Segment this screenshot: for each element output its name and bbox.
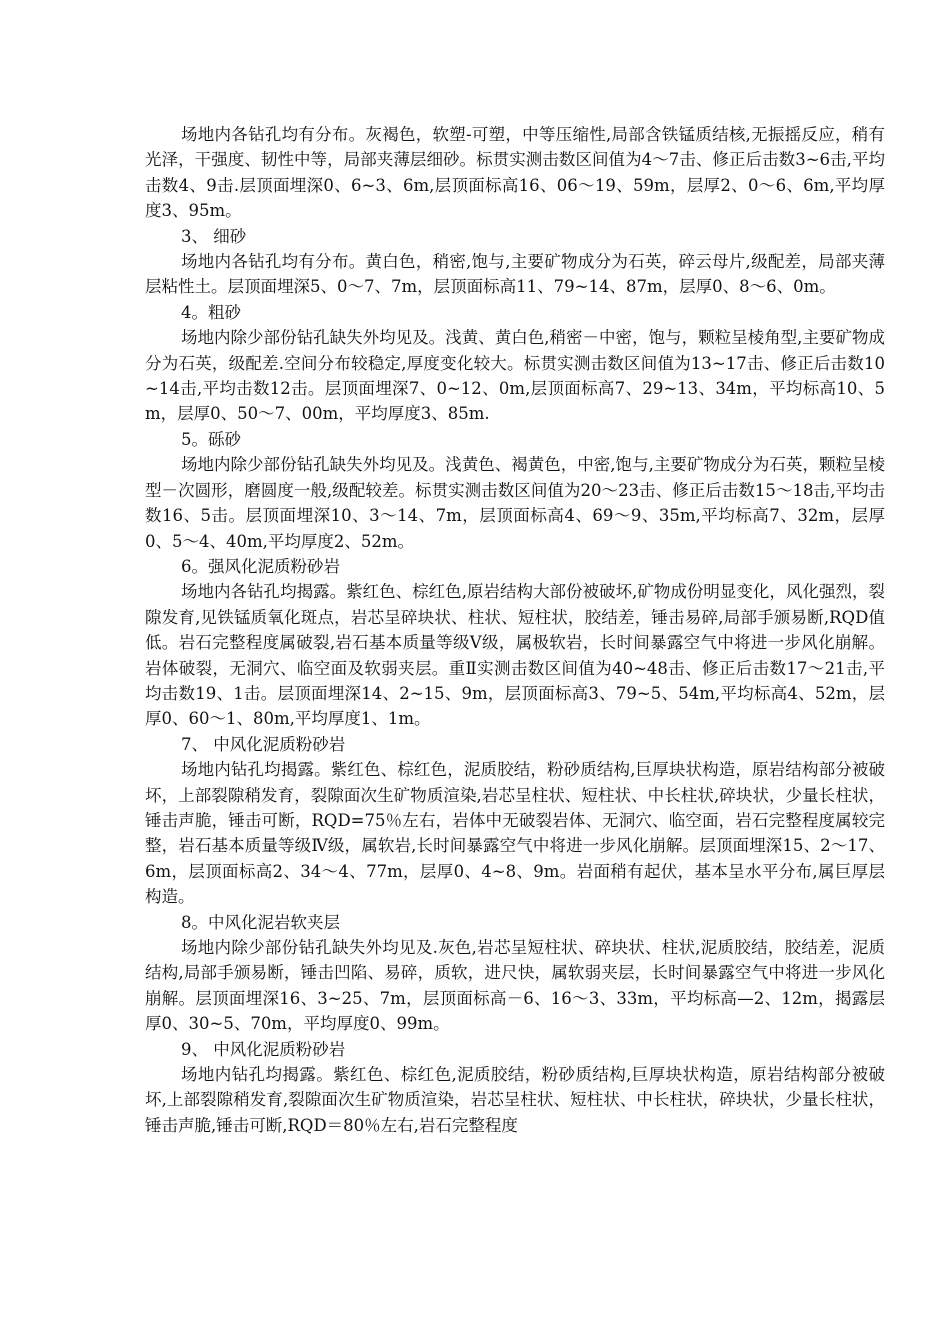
heading-5-gravel-sand: 5。砾砂 xyxy=(181,429,241,449)
document-body xyxy=(145,122,885,1138)
heading-6-highly-weathered-siltstone: 6。强风化泥质粉砂岩 xyxy=(181,556,340,576)
paragraph-layer-2-description: 场地内各钻孔均有分布。灰褐色，软塑-可塑，中等压缩性,局部含铁锰质结核,无振摇反应，稍有光泽，干强度、韧性中等，局部夹薄层细砂。标贯实测击数区间值为4～7击、修正后击数3~6击,平均击数4、9击.层顶面埋深0、6~3、6m,层顶面标高16、06～19、59m，层厚2、0～6、6m,平均厚度3、95m。 xyxy=(145,125,885,221)
paragraph-mudstone-soft-interlayer: 场地内除少部份钻孔缺失外均见及.灰色,岩芯呈短柱状、碎块状、柱状,泥质胶结，胶结差，泥质结构,局部手颁易断，锤击凹陷、易碎，质软，进尺快，属软弱夹层，长时间暴露空气中将进一步风化崩解。层顶面埋深16、3~25、7m，层顶面标高－6、16～3、33m，平均标高—2、12m，揭露层厚0、30~5、70m，平均厚度0、99m。 xyxy=(145,938,885,1034)
paragraph-coarse-sand: 场地内除少部份钻孔缺失外均见及。浅黄、黄白色,稍密－中密，饱与，颗粒呈棱角型,主要矿物成分为石英，级配差.空间分布较稳定,厚度变化较大。标贯实测击数区间值为13~17击、修正后击数10~14击,平均击数12击。层顶面埋深7、0~12、0m,层顶面标高7、29~13、34m，平均标高10、5m，层厚0、50～7、00m，平均厚度3、85m. xyxy=(145,328,885,424)
paragraph-moderately-weathered-siltstone-2: 场地内钻孔均揭露。紫红色、棕红色,泥质胶结，粉砂质结构,巨厚块状构造，原岩结构部分被破坏,上部裂隙稍发育,裂隙面次生矿物质渲染，岩芯呈柱状、短柱状、中长柱状，碎块状，少量长柱状，锤击声脆,锤击可断,RQD＝80％左右,岩石完整程度 xyxy=(145,1065,885,1135)
heading-8-mudstone-soft-interlayer: 8。中风化泥岩软夹层 xyxy=(181,912,340,932)
paragraph-fine-sand: 场地内各钻孔均有分布。黄白色，稍密,饱与,主要矿物成分为石英，碎云母片,级配差，局部夹薄层粘性土。层顶面埋深5、0～7、7m，层顶面标高11、79~14、87m，层厚0、8～6、0m。 xyxy=(145,252,885,297)
paragraph-gravel-sand: 场地内除少部份钻孔缺失外均见及。浅黄色、褐黄色，中密,饱与,主要矿物成分为石英，颗粒呈棱型－次圆形，磨圆度一般,级配较差。标贯实测击数区间值为20～23击、修正后击数15～18击,平均击数16、5击。层顶面埋深10、3～14、7m，层顶面标高4、69～9、35m,平均标高7、32m，层厚0、5～4、40m,平均厚度2、52m。 xyxy=(145,455,885,551)
heading-7-moderately-weathered-siltstone: 7、 中风化泥质粉砂岩 xyxy=(181,734,346,754)
heading-9-moderately-weathered-siltstone: 9、 中风化泥质粉砂岩 xyxy=(181,1039,346,1059)
heading-4-coarse-sand: 4。粗砂 xyxy=(181,302,241,322)
heading-3-fine-sand: 3、 细砂 xyxy=(181,226,247,246)
paragraph-highly-weathered-siltstone: 场地内各钻孔均揭露。紫红色、棕红色,原岩结构大部份被破坏,矿物成份明显变化，风化强烈，裂隙发育,见铁锰质氧化斑点，岩芯呈碎块状、柱状、短柱状，胶结差，锤击易碎,局部手颁易断,RQD值低。岩石完整程度属破裂,岩石基本质量等级Ⅴ级，属极软岩，长时间暴露空气中将进一步风化崩解。岩体破裂，无洞穴、临空面及软弱夹层。重Ⅱ实测击数区间值为40~48击、修正后击数17～21击,平均击数19、1击。层顶面埋深14、2~15、9m，层顶面标高3、79~5、54m,平均标高4、52m，层厚0、60～1、80m,平均厚度1、1m。 xyxy=(145,582,885,729)
paragraph-moderately-weathered-siltstone: 场地内钻孔均揭露。紫红色、棕红色，泥质胶结，粉砂质结构,巨厚块状构造，原岩结构部分被破坏，上部裂隙稍发育，裂隙面次生矿物质渲染,岩芯呈柱状、短柱状、中长柱状,碎块状，少量长柱状，锤击声脆，锤击可断，RQD=75％左右，岩体中无破裂岩体、无洞穴、临空面，岩石完整程度属较完整，岩石基本质量等级Ⅳ级，属软岩,长时间暴露空气中将进一步风化崩解。层顶面埋深15、2～17、6m，层顶面标高2、34～4、77m，层厚0、4~8、9m。岩面稍有起伏，基本呈水平分布,属巨厚层构造。 xyxy=(145,760,885,907)
